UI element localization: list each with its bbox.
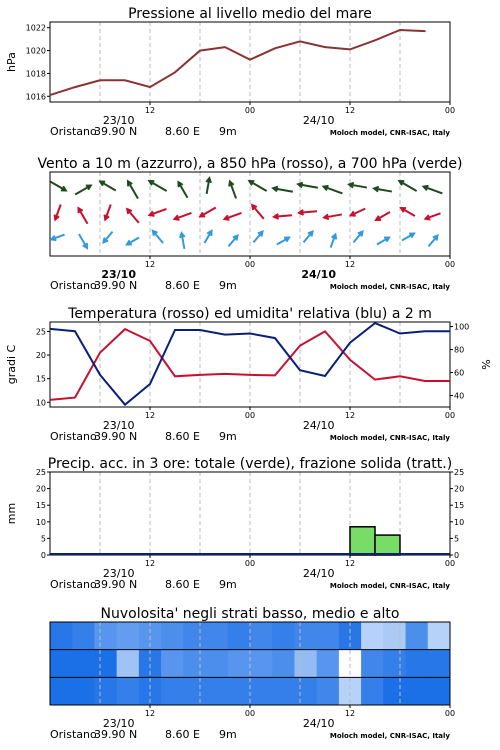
wind-xtick-label: 00 <box>244 260 256 269</box>
pressure-point <box>149 86 151 88</box>
clouds-date-label: 23/10 <box>102 717 135 730</box>
precip-bar <box>375 535 400 555</box>
precip-bar <box>350 527 375 555</box>
pressure-point <box>324 46 326 48</box>
clouds-date-label: 24/10 <box>302 717 335 730</box>
cloud-cell <box>428 650 451 678</box>
precip-ytick-label-right: 5 <box>454 534 460 544</box>
wind-arrow-700hPa <box>128 181 138 198</box>
pressure-point <box>274 47 276 49</box>
cloud-cell <box>294 650 317 678</box>
pressure-ytick-label: 1020 <box>25 46 46 56</box>
precip-ytick-label: 25 <box>35 468 46 477</box>
pressure-point <box>399 29 401 31</box>
precip-model-label: Moloch model, CNR-ISAC, Italy <box>329 582 450 590</box>
precip-xtick-label: 00 <box>444 559 456 568</box>
cloud-cell <box>317 677 340 705</box>
clouds-xtick-label: 00 <box>444 709 456 718</box>
cloud-cell <box>361 650 384 678</box>
cloud-cell <box>206 677 229 705</box>
cloud-cell <box>206 650 229 678</box>
clouds-model-label: Moloch model, CNR-ISAC, Italy <box>329 732 450 740</box>
pressure-ytick-label: 1018 <box>25 69 46 79</box>
precip-date-label: 23/10 <box>102 567 135 580</box>
cloud-cell <box>383 650 406 678</box>
temp_rh-model-label: Moloch model, CNR-ISAC, Italy <box>329 434 450 442</box>
cloud-cell <box>272 677 295 705</box>
clouds-location-alt: 9m <box>219 728 237 741</box>
precip-ylabel: mm <box>5 502 18 525</box>
precip-title: Precip. acc. in 3 ore: totale (verde), frazione solida (tratt.) <box>47 456 453 472</box>
temp-ytick-label: 20 <box>35 351 46 361</box>
pressure-point <box>124 79 126 81</box>
cloud-cell <box>361 622 384 650</box>
pressure-point <box>74 86 76 88</box>
pressure-xtick-label: 00 <box>444 106 456 115</box>
temp_rh-date-label: 24/10 <box>302 419 335 432</box>
pressure-date-label: 24/10 <box>302 114 335 127</box>
wind-arrow-850hPa <box>127 209 139 223</box>
cloud-cell <box>161 650 184 678</box>
temp-ylabel: gradi C <box>5 344 18 385</box>
temp-ytick-label: 10 <box>35 398 46 408</box>
clouds-location-lon: 8.60 E <box>165 728 200 741</box>
temp-ytick-label: 25 <box>35 327 46 337</box>
wind-arrow-700hPa <box>100 182 116 191</box>
pressure-xtick-label: 12 <box>344 106 356 115</box>
precip-ytick-label-right: 20 <box>454 484 465 494</box>
precip-ytick-label-right: 15 <box>454 501 465 511</box>
precip-ytick-label-right: 10 <box>454 517 465 527</box>
cloud-cell <box>161 622 184 650</box>
temp_rh-location-name: Oristano <box>50 430 97 443</box>
rh-ytick-label: 80 <box>454 345 465 355</box>
wind-location-lon: 8.60 E <box>165 279 200 292</box>
wind-arrow-850hPa <box>79 208 88 224</box>
cloud-cell <box>94 650 117 678</box>
temp-ytick-label: 15 <box>35 374 46 384</box>
wind-arrow-700hPa <box>75 186 91 195</box>
cloud-cell <box>228 650 251 678</box>
cloud-cell <box>183 622 206 650</box>
precip-date-label: 24/10 <box>302 567 335 580</box>
rh-ytick-label: 60 <box>454 368 465 378</box>
cloud-cell <box>50 677 73 705</box>
pressure-xtick-label: 00 <box>244 106 256 115</box>
pressure-location-name: Oristano <box>50 125 97 138</box>
cloud-cell <box>428 622 451 650</box>
temp_rh-location-lat: 39.90 N <box>94 430 138 443</box>
cloud-cell <box>250 677 273 705</box>
wind-location-alt: 9m <box>219 279 237 292</box>
precip-panel <box>5 456 464 591</box>
pressure-ytick-label: 1022 <box>25 23 46 33</box>
rh-ytick-label: 100 <box>454 322 470 332</box>
cloud-cell <box>94 677 117 705</box>
precip-ytick-label-right: 25 <box>454 468 465 477</box>
wind-arrow-850hPa <box>252 205 264 219</box>
temp_rh-panel <box>5 306 493 443</box>
precip-xtick-label: 00 <box>244 559 256 568</box>
wind-xtick-label: 12 <box>344 260 356 269</box>
wind-model-label: Moloch model, CNR-ISAC, Italy <box>329 283 450 291</box>
cloud-cell <box>317 650 340 678</box>
clouds-location-lat: 39.90 N <box>94 728 138 741</box>
precip-location-lat: 39.90 N <box>94 578 138 591</box>
pressure-model-label: Moloch model, CNR-ISAC, Italy <box>329 129 450 137</box>
cloud-cell <box>428 677 451 705</box>
clouds-panel <box>50 606 455 741</box>
precip-ytick-label: 5 <box>40 534 46 544</box>
precip-location-alt: 9m <box>219 578 237 591</box>
cloud-cell <box>183 677 206 705</box>
cloud-cell <box>383 677 406 705</box>
temp_rh-xtick-label: 00 <box>244 411 256 420</box>
pressure-ylabel: hPa <box>5 52 18 72</box>
cloud-cell <box>272 650 295 678</box>
cloud-cell <box>317 622 340 650</box>
cloud-cell <box>117 677 140 705</box>
pressure-point <box>424 30 426 32</box>
pressure-location-alt: 9m <box>219 125 237 138</box>
cloud-cell <box>72 650 95 678</box>
cloud-cell <box>228 622 251 650</box>
clouds-xtick-label: 12 <box>344 709 356 718</box>
wind-xtick-label: 12 <box>144 260 156 269</box>
temp_rh-xtick-label: 00 <box>444 411 456 420</box>
clouds-location-name: Oristano <box>50 728 97 741</box>
cloud-cell <box>406 677 429 705</box>
pressure-point <box>174 71 176 73</box>
wind-arrow-10m <box>153 231 163 243</box>
precip-ytick-label: 20 <box>35 484 46 494</box>
pressure-point <box>99 79 101 81</box>
wind-xtick-label: 00 <box>444 260 456 269</box>
wind-location-name: Oristano <box>50 279 97 292</box>
pressure-location-lat: 39.90 N <box>94 125 138 138</box>
cloud-cell <box>72 677 95 705</box>
temp_rh-xtick-label: 12 <box>344 411 356 420</box>
wind-arrow-850hPa <box>200 208 216 217</box>
precip-xtick-label: 12 <box>144 559 156 568</box>
cloud-cell <box>250 650 273 678</box>
wind-arrow-700hPa <box>50 182 66 191</box>
pressure-location-lon: 8.60 E <box>165 125 200 138</box>
temp_rh-date-label: 23/10 <box>102 419 135 432</box>
cloud-cell <box>294 622 317 650</box>
cloud-cell <box>406 622 429 650</box>
pressure-point <box>349 49 351 51</box>
cloud-cell <box>94 622 117 650</box>
temp_rh-title: Temperatura (rosso) ed umidita' relativa (blu) a 2 m <box>68 306 432 322</box>
rh-ytick-label: 40 <box>454 391 465 401</box>
cloud-cell <box>183 650 206 678</box>
pressure-date-label: 23/10 <box>102 114 135 127</box>
wind-arrow-700hPa <box>149 181 166 191</box>
pressure-point <box>224 46 226 48</box>
pressure-point <box>374 39 376 41</box>
wind-location-lat: 39.90 N <box>94 279 138 292</box>
clouds-xtick-label: 12 <box>144 709 156 718</box>
wind-date-label: 24/10 <box>301 268 336 281</box>
cloud-cell <box>206 622 229 650</box>
cloud-cell <box>117 622 140 650</box>
cloud-cell <box>406 650 429 678</box>
pressure-point <box>49 94 51 96</box>
cloud-cell <box>50 650 73 678</box>
cloud-cell <box>250 622 273 650</box>
temp_rh-location-alt: 9m <box>219 430 237 443</box>
wind-arrow-700hPa <box>179 182 188 198</box>
pressure-xtick-label: 12 <box>144 106 156 115</box>
temp_rh-xtick-label: 12 <box>144 411 156 420</box>
precip-ytick-label: 0 <box>40 551 46 560</box>
cloud-cell <box>294 677 317 705</box>
clouds-title: Nuvolosita' negli strati basso, medio e alto <box>100 606 400 622</box>
precip-ytick-label: 15 <box>35 501 46 511</box>
cloud-cell <box>228 677 251 705</box>
temp_rh-location-lon: 8.60 E <box>165 430 200 443</box>
clouds-xtick-label: 00 <box>244 709 256 718</box>
wind-arrow-700hPa <box>249 181 266 191</box>
cloud-cell <box>50 622 73 650</box>
cloud-cell <box>361 677 384 705</box>
cloud-cell <box>72 622 95 650</box>
pressure-point <box>299 41 301 43</box>
pressure-line <box>50 30 425 95</box>
cloud-cell <box>383 622 406 650</box>
pressure-ytick-label: 1016 <box>25 92 46 102</box>
wind-title: Vento a 10 m (azzurro), a 850 hPa (rosso), a 700 hPa (verde) <box>37 156 463 172</box>
rh-ylabel: % <box>480 359 493 370</box>
pressure-panel <box>5 6 455 138</box>
precip-ytick-label: 10 <box>35 517 46 527</box>
pressure-title: Pressione al livello medio del mare <box>128 6 372 22</box>
precip-location-name: Oristano <box>50 578 97 591</box>
precip-xtick-label: 12 <box>344 559 356 568</box>
cloud-cell <box>117 650 140 678</box>
precip-ytick-label-right: 0 <box>454 551 460 560</box>
precip-location-lon: 8.60 E <box>165 578 200 591</box>
wind-date-label: 23/10 <box>101 268 136 281</box>
pressure-point <box>199 50 201 52</box>
cloud-cell <box>272 622 295 650</box>
wind-panel <box>37 156 462 292</box>
wind-arrow-700hPa <box>399 181 416 191</box>
cloud-cell <box>161 677 184 705</box>
pressure-point <box>249 59 251 61</box>
